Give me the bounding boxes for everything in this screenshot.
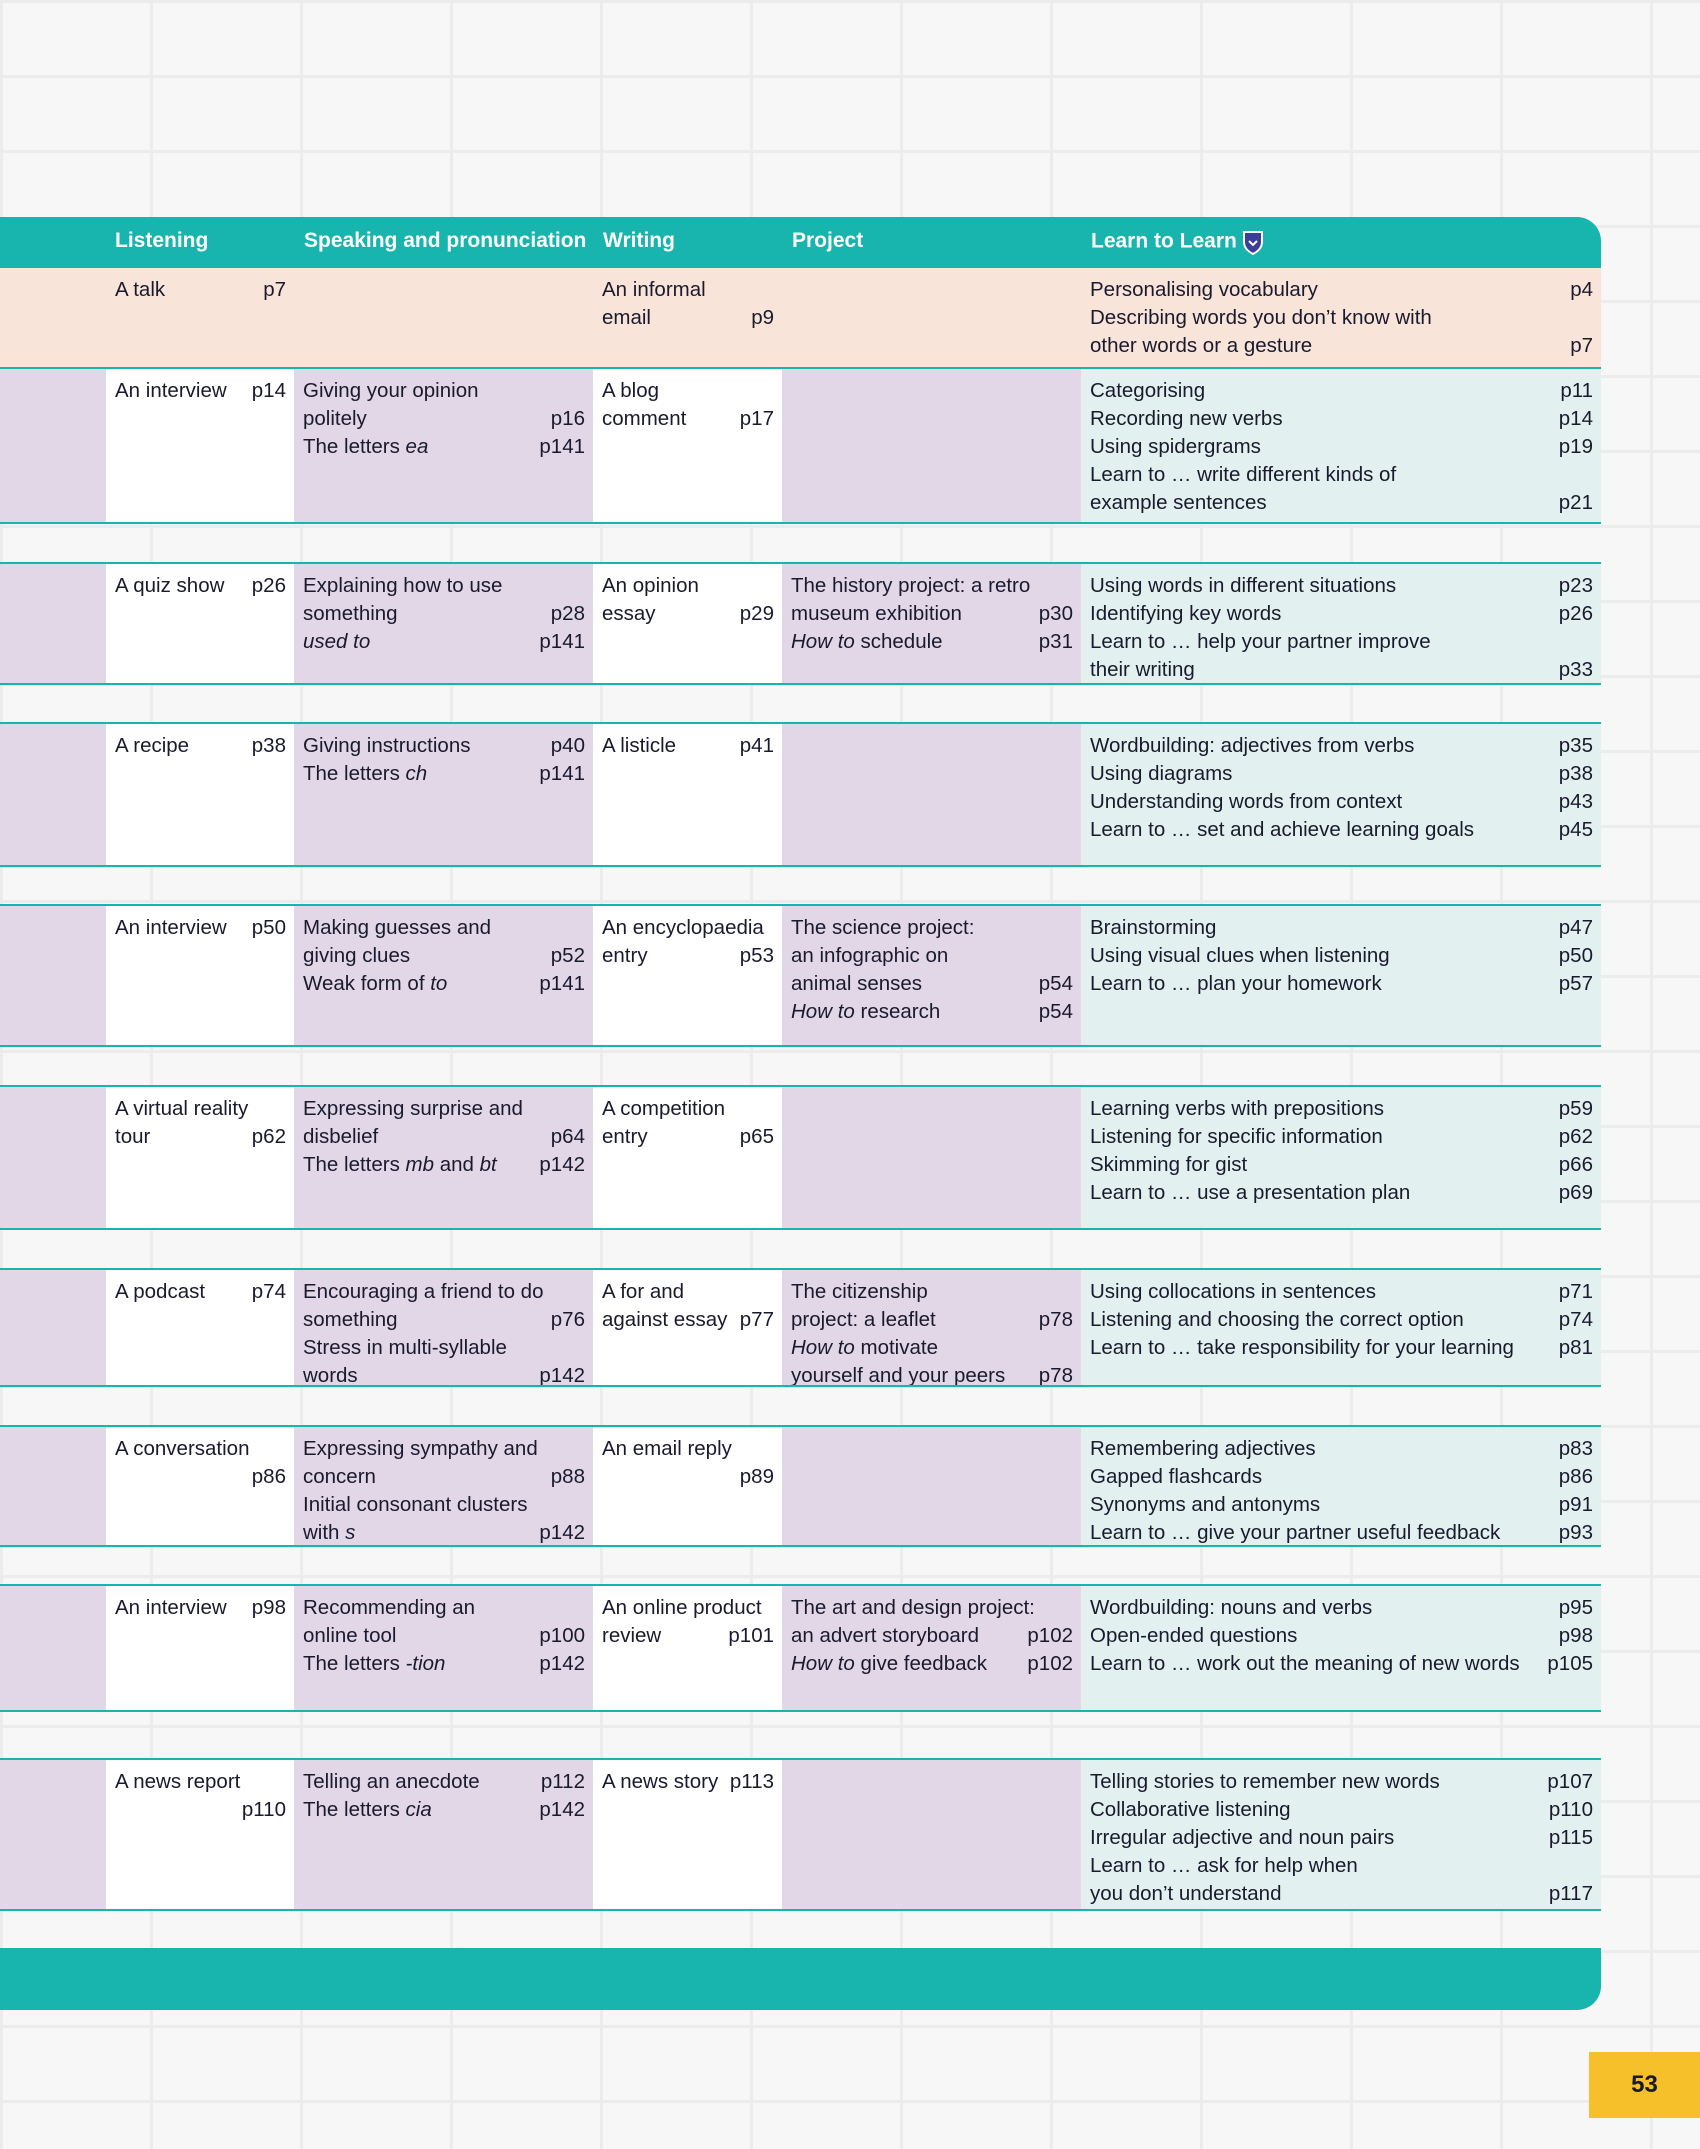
speaking-page: p142 (539, 1652, 585, 1675)
unit-row (0, 904, 1601, 1047)
writing-cell (593, 1270, 784, 1385)
speaking-line: something (303, 1308, 398, 1331)
speaking-line: Telling an anecdote (303, 1770, 480, 1793)
writing-line: An email reply (602, 1437, 732, 1460)
speaking-cell (294, 1427, 595, 1545)
project-cell (782, 564, 1083, 683)
project-line: project: a leaflet (791, 1308, 936, 1331)
writing-page: p41 (739, 734, 774, 757)
learn-line: Learn to … write different kinds of (1090, 463, 1397, 486)
speaking-page: p64 (550, 1125, 585, 1148)
project-page: p54 (1038, 972, 1073, 995)
learn-page: p38 (1558, 762, 1593, 785)
writing-line: entry (602, 1125, 648, 1148)
learn-line: Using diagrams (1090, 762, 1233, 785)
learn-page: p95 (1558, 1596, 1593, 1619)
learn-to-learn-cell (1081, 1760, 1601, 1909)
writing-line: An encyclopaedia (602, 916, 764, 939)
learn-line: their writing (1090, 658, 1195, 681)
listening-line: A quiz show (115, 574, 225, 597)
speaking-cell (294, 268, 595, 367)
writing-page: p17 (739, 407, 774, 430)
unit-row (0, 1758, 1601, 1911)
learn-line: Listening and choosing the correct option (1090, 1308, 1464, 1331)
learn-line: Irregular adjective and noun pairs (1090, 1826, 1395, 1849)
project-line: an advert storyboard (791, 1624, 980, 1647)
learn-line: Open-ended questions (1090, 1624, 1298, 1647)
learn-page: p11 (1560, 379, 1593, 402)
speaking-line: Explaining how to use (303, 574, 503, 597)
speaking-cell (294, 369, 595, 522)
learn-page: p81 (1558, 1336, 1593, 1359)
header-listening: Listening (115, 229, 209, 252)
writing-page: p65 (739, 1125, 774, 1148)
project-line: yourself and your peers (791, 1364, 1006, 1385)
speaking-line: disbelief (303, 1125, 379, 1148)
speaking-line: Giving your opinion (303, 379, 479, 402)
shield-icon (1241, 229, 1265, 255)
unit-cell (0, 369, 108, 522)
learn-line: Personalising vocabulary (1090, 278, 1318, 301)
writing-line: An informal (602, 278, 706, 301)
speaking-line: concern (303, 1465, 376, 1488)
learn-line: Using spidergrams (1090, 435, 1261, 458)
writing-line: An online product (602, 1596, 762, 1619)
speaking-line: Making guesses and (303, 916, 492, 939)
header-learn-label: Learn to Learn (1091, 229, 1237, 253)
listening-line: An interview (115, 916, 227, 939)
listening-page: p86 (251, 1465, 286, 1488)
listening-line: An interview (115, 379, 227, 402)
listening-cell (106, 1760, 296, 1909)
writing-cell (593, 906, 784, 1045)
learn-page: p105 (1547, 1652, 1593, 1675)
speaking-line: Expressing surprise and (303, 1097, 523, 1120)
writing-line: against essay (602, 1308, 728, 1331)
learn-page: p91 (1558, 1493, 1593, 1516)
listening-cell (106, 1427, 296, 1545)
project-line: How to research (791, 1000, 941, 1023)
writing-line: entry (602, 944, 648, 967)
learn-page: p115 (1548, 1826, 1593, 1849)
learn-line: Skimming for gist (1090, 1153, 1248, 1176)
listening-page: p98 (251, 1596, 286, 1619)
learn-line: Wordbuilding: adjectives from verbs (1090, 734, 1415, 757)
unit-cell (0, 1760, 108, 1909)
speaking-line: Stress in multi-syllable (303, 1336, 507, 1359)
project-line: The art and design project: (791, 1596, 1035, 1619)
learn-page: p83 (1558, 1437, 1593, 1460)
speaking-line: used to (303, 630, 371, 653)
learn-line: Describing words you don’t know with (1090, 306, 1432, 329)
writing-line: essay (602, 602, 656, 625)
learn-to-learn-cell (1081, 268, 1601, 367)
project-cell (782, 1586, 1083, 1710)
learn-page: p7 (1570, 334, 1593, 357)
speaking-line: Giving instructions (303, 734, 471, 757)
listening-line: A news report (115, 1770, 241, 1793)
speaking-line: words (303, 1364, 358, 1385)
listening-page: p14 (251, 379, 286, 402)
unit-row (0, 722, 1601, 867)
writing-page: p77 (739, 1308, 774, 1331)
listening-cell (106, 1270, 296, 1385)
project-cell (782, 724, 1083, 865)
learn-page: p47 (1558, 916, 1593, 939)
writing-cell (593, 564, 784, 683)
learn-page: p19 (1558, 435, 1593, 458)
writing-line: email (602, 306, 651, 329)
learn-page: p4 (1570, 278, 1593, 301)
learn-page: p21 (1558, 491, 1593, 514)
writing-line: A for and (602, 1280, 685, 1303)
project-line: How to motivate (791, 1336, 938, 1359)
speaking-page: p112 (540, 1770, 585, 1793)
learn-page: p23 (1558, 574, 1593, 597)
speaking-line: The letters ch (303, 762, 428, 785)
learn-line: other words or a gesture (1090, 334, 1313, 357)
header-writing: Writing (603, 229, 675, 252)
unit-cell (0, 1586, 108, 1710)
speaking-page: p141 (539, 435, 585, 458)
writing-page: p9 (751, 306, 774, 329)
learn-to-learn-cell (1081, 906, 1601, 1045)
speaking-line: something (303, 602, 398, 625)
learn-line: Using collocations in sentences (1090, 1280, 1377, 1303)
listening-cell (106, 724, 296, 865)
listening-page: p26 (251, 574, 286, 597)
project-page: p30 (1038, 602, 1073, 625)
listening-cell (106, 369, 296, 522)
learn-line: Identifying key words (1090, 602, 1282, 625)
learn-to-learn-cell (1081, 564, 1601, 683)
speaking-page: p40 (550, 734, 585, 757)
learn-line: Using visual clues when listening (1090, 944, 1390, 967)
listening-cell (106, 1087, 296, 1228)
header-speaking: Speaking and pronunciation (304, 229, 587, 252)
learn-page: p98 (1558, 1624, 1593, 1647)
writing-page: p113 (729, 1770, 774, 1793)
learn-page: p71 (1558, 1280, 1593, 1303)
listening-cell (106, 1586, 296, 1710)
unit-cell (0, 906, 108, 1045)
learn-page: p43 (1558, 790, 1593, 813)
learn-page: p45 (1558, 818, 1593, 841)
listening-page: p7 (263, 278, 286, 301)
learn-page: p57 (1558, 972, 1593, 995)
project-line: The science project: (791, 916, 975, 939)
learn-line: Understanding words from context (1090, 790, 1403, 813)
project-cell (782, 268, 1083, 367)
table-footer (0, 1948, 1601, 2010)
speaking-page: p142 (539, 1153, 585, 1176)
listening-line: A conversation (115, 1437, 250, 1460)
speaking-line: politely (303, 407, 367, 430)
unit-cell (0, 268, 108, 367)
unit-row (0, 268, 1601, 369)
project-cell (782, 1760, 1083, 1909)
writing-page: p101 (728, 1624, 774, 1647)
writing-cell (593, 1760, 784, 1909)
speaking-line: giving clues (303, 944, 411, 967)
project-cell (782, 1270, 1083, 1385)
project-page: p78 (1038, 1364, 1073, 1385)
writing-cell (593, 724, 784, 865)
learn-to-learn-cell (1081, 1270, 1601, 1385)
unit-row (0, 1085, 1601, 1230)
learn-page: p86 (1558, 1465, 1593, 1488)
writing-cell (593, 1087, 784, 1228)
project-line: The history project: a retro (791, 574, 1031, 597)
learn-line: Telling stories to remember new words (1090, 1770, 1440, 1793)
speaking-line: Initial consonant clusters (303, 1493, 528, 1516)
speaking-line: The letters ea (303, 435, 429, 458)
project-page: p102 (1027, 1624, 1073, 1647)
learn-line: Wordbuilding: nouns and verbs (1090, 1596, 1373, 1619)
speaking-page: p141 (539, 972, 585, 995)
learn-page: p66 (1558, 1153, 1593, 1176)
learn-page: p93 (1558, 1521, 1593, 1544)
learn-page: p107 (1547, 1770, 1593, 1793)
writing-line: A blog (602, 379, 659, 402)
unit-cell (0, 1427, 108, 1545)
speaking-line: The letters cia (303, 1798, 432, 1821)
unit-row (0, 1584, 1601, 1712)
speaking-page: p142 (539, 1364, 585, 1385)
learn-line: Using words in different situations (1090, 574, 1397, 597)
speaking-line: with s (303, 1521, 356, 1544)
speaking-line: Expressing sympathy and (303, 1437, 538, 1460)
header-project: Project (792, 229, 864, 252)
speaking-cell (294, 1760, 595, 1909)
project-cell (782, 369, 1083, 522)
writing-cell (593, 1586, 784, 1710)
learn-line: Learn to … plan your homework (1090, 972, 1382, 995)
writing-line: A listicle (602, 734, 677, 757)
learn-line: Learn to … work out the meaning of new words (1090, 1652, 1520, 1675)
listening-cell (106, 564, 296, 683)
writing-page: p29 (739, 602, 774, 625)
writing-line: A competition (602, 1097, 726, 1120)
speaking-page: p141 (539, 630, 585, 653)
speaking-line: The letters mb and bt (303, 1153, 497, 1176)
listening-cell (106, 906, 296, 1045)
unit-row (0, 1425, 1601, 1547)
learn-page: p14 (1558, 407, 1593, 430)
speaking-page: p142 (539, 1521, 585, 1544)
speaking-cell (294, 1270, 595, 1385)
learn-line: Synonyms and antonyms (1090, 1493, 1321, 1516)
project-page: p78 (1038, 1308, 1073, 1331)
writing-cell (593, 268, 784, 367)
learn-page: p117 (1548, 1882, 1593, 1905)
writing-line: review (602, 1624, 662, 1647)
learn-to-learn-cell (1081, 1427, 1601, 1545)
writing-cell (593, 369, 784, 522)
listening-line: An interview (115, 1596, 227, 1619)
project-cell (782, 1087, 1083, 1228)
unit-cell (0, 724, 108, 865)
learn-line: Learn to … give your partner useful feedback (1090, 1521, 1501, 1544)
unit-row (0, 562, 1601, 685)
learn-line: Remembering adjectives (1090, 1437, 1316, 1460)
speaking-page: p88 (550, 1465, 585, 1488)
learn-line: Learn to … ask for help when (1090, 1854, 1358, 1877)
learn-to-learn-cell (1081, 369, 1601, 522)
listening-page: p62 (251, 1125, 286, 1148)
writing-page: p53 (739, 944, 774, 967)
writing-cell (593, 1427, 784, 1545)
learn-page: p59 (1558, 1097, 1593, 1120)
learn-line: Collaborative listening (1090, 1798, 1291, 1821)
unit-cell (0, 564, 108, 683)
project-page: p31 (1038, 630, 1073, 653)
speaking-line: Weak form of to (303, 972, 448, 995)
project-cell (782, 906, 1083, 1045)
learn-line: Learning verbs with prepositions (1090, 1097, 1384, 1120)
learn-to-learn-cell (1081, 724, 1601, 865)
listening-line: tour (115, 1125, 151, 1148)
learn-line: Listening for specific information (1090, 1125, 1383, 1148)
learn-line: Learn to … use a presentation plan (1090, 1181, 1411, 1204)
project-line: museum exhibition (791, 602, 962, 625)
speaking-line: online tool (303, 1624, 397, 1647)
learn-page: p33 (1558, 658, 1593, 681)
project-line: an infographic on (791, 944, 949, 967)
learn-line: Learn to … help your partner improve (1090, 630, 1431, 653)
page-number: 53 (1589, 2052, 1700, 2118)
unit-cell (0, 1270, 108, 1385)
speaking-line: The letters -tion (303, 1652, 446, 1675)
speaking-cell (294, 1087, 595, 1228)
writing-page: p89 (739, 1465, 774, 1488)
speaking-page: p100 (539, 1624, 585, 1647)
learn-page: p35 (1558, 734, 1593, 757)
learn-page: p50 (1558, 944, 1593, 967)
speaking-page: p141 (539, 762, 585, 785)
speaking-page: p142 (539, 1798, 585, 1821)
learn-line: Brainstorming (1090, 916, 1217, 939)
writing-line: An opinion (602, 574, 699, 597)
project-line: animal senses (791, 972, 923, 995)
listening-page: p50 (251, 916, 286, 939)
speaking-cell (294, 724, 595, 865)
learn-line: Recording new verbs (1090, 407, 1283, 430)
learn-line: Gapped flashcards (1090, 1465, 1263, 1488)
learn-line: example sentences (1090, 491, 1267, 514)
speaking-cell (294, 564, 595, 683)
listening-line: A podcast (115, 1280, 206, 1303)
learn-page: p26 (1558, 602, 1593, 625)
project-page: p102 (1027, 1652, 1073, 1675)
listening-page: p110 (241, 1798, 286, 1821)
header-learn-to-learn (1091, 229, 1265, 255)
project-line: How to give feedback (791, 1652, 988, 1675)
speaking-page: p76 (550, 1308, 585, 1331)
listening-page: p38 (251, 734, 286, 757)
speaking-cell (294, 906, 595, 1045)
learn-line: Categorising (1090, 379, 1206, 402)
speaking-line: Recommending an (303, 1596, 476, 1619)
table-header (0, 217, 1601, 268)
unit-cell (0, 1087, 108, 1228)
unit-row (0, 367, 1601, 524)
learn-page: p62 (1558, 1125, 1593, 1148)
learn-line: Learn to … set and achieve learning goals (1090, 818, 1475, 841)
project-cell (782, 1427, 1083, 1545)
writing-line: A news story (602, 1770, 719, 1793)
speaking-cell (294, 1586, 595, 1710)
learn-line: Learn to … take responsibility for your learning (1090, 1336, 1514, 1359)
learn-to-learn-cell (1081, 1087, 1601, 1228)
project-line: The citizenship (791, 1280, 928, 1303)
learn-page: p74 (1558, 1308, 1593, 1331)
speaking-page: p52 (550, 944, 585, 967)
speaking-page: p16 (550, 407, 585, 430)
listening-cell (106, 268, 296, 367)
listening-line: A virtual reality (115, 1097, 249, 1120)
project-page: p54 (1038, 1000, 1073, 1023)
speaking-line: Encouraging a friend to do (303, 1280, 544, 1303)
listening-line: A recipe (115, 734, 190, 757)
listening-line: A talk (115, 278, 166, 301)
learn-page: p110 (1548, 1798, 1593, 1821)
learn-page: p69 (1558, 1181, 1593, 1204)
unit-row (0, 1268, 1601, 1387)
listening-page: p74 (251, 1280, 286, 1303)
speaking-page: p28 (550, 602, 585, 625)
project-line: How to schedule (791, 630, 943, 653)
writing-line: comment (602, 407, 687, 430)
learn-line: you don’t understand (1090, 1882, 1282, 1905)
learn-to-learn-cell (1081, 1586, 1601, 1710)
